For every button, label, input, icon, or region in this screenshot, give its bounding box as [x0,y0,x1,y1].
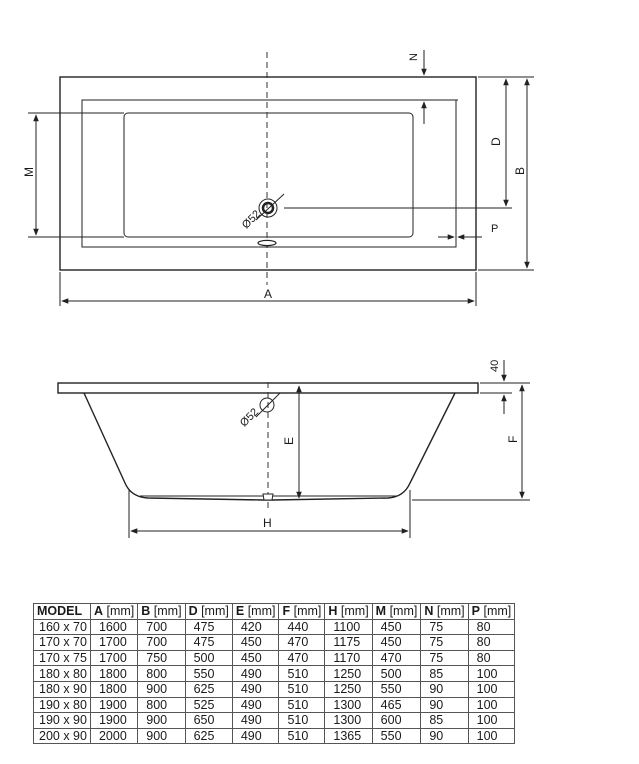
value-cell: 1250 [325,666,372,682]
value-cell: 1365 [325,728,372,744]
value-cell: 1700 [90,650,137,666]
tub-inner-rim [82,100,456,247]
table-row [34,650,515,666]
value-cell: 80 [468,635,515,651]
value-cell: 800 [138,697,185,713]
value-cell: 510 [279,713,325,729]
model-cell: 170 x 70 [34,635,91,651]
value-cell: 510 [279,681,325,697]
column-header-letter: B [141,604,151,619]
value-cell: 510 [279,728,325,744]
value-cell: 85 [421,666,468,682]
model-cell: 180 x 80 [34,666,91,682]
value-cell: 75 [421,619,468,635]
table-row [34,728,515,744]
dim-m-label: M [22,167,36,177]
value-cell: 550 [372,728,421,744]
value-cell: 900 [138,681,185,697]
value-cell: 475 [185,635,232,651]
value-cell: 1600 [90,619,137,635]
column-header [34,604,91,620]
tub-basin-floor [124,113,413,237]
value-cell: 80 [468,650,515,666]
dim-f-label: F [506,435,520,443]
value-cell: 490 [232,697,279,713]
value-cell: 1800 [90,666,137,682]
value-cell: 1100 [325,619,372,635]
value-cell: 450 [232,650,279,666]
waste-outlet-side [263,494,273,500]
column-header [138,604,185,620]
column-header [421,604,468,620]
column-header [90,604,137,620]
value-cell: 700 [138,635,185,651]
dim-b-label: B [513,166,527,175]
column-header-unit: [mm] [201,604,229,619]
table-row [34,635,515,651]
value-cell: 100 [468,697,515,713]
value-cell: 900 [138,713,185,729]
value-cell: 550 [372,681,421,697]
value-cell: 420 [232,619,279,635]
column-header [185,604,232,620]
value-cell: 700 [138,619,185,635]
value-cell: 510 [279,666,325,682]
dim-d-label: D [489,137,503,146]
dim-n-label: N [408,53,420,61]
dim-p-label: P [491,223,499,235]
drain-diameter-label-side: Ø52 [237,406,262,430]
value-cell: 500 [372,666,421,682]
column-header-unit: [mm] [389,604,418,619]
column-header-unit: [mm] [106,604,135,619]
column-header-unit: [mm] [483,604,512,619]
table-row [34,619,515,635]
value-cell: 450 [372,619,421,635]
tub-body-profile [84,393,455,500]
side-view [58,360,530,538]
value-cell: 475 [185,619,232,635]
value-cell: 465 [372,697,421,713]
column-header [232,604,279,620]
value-cell: 500 [185,650,232,666]
dim-e-label: E [282,436,296,445]
column-header-unit: [mm] [153,604,182,619]
value-cell: 1300 [325,697,372,713]
column-header-unit: [mm] [436,604,465,619]
column-header-unit: [mm] [340,604,369,619]
value-cell: 90 [421,681,468,697]
column-header [468,604,515,620]
drain-top [240,194,512,231]
dim-h-label: H [263,516,272,530]
column-header-letter: MODEL [37,604,83,619]
table-row [34,681,515,697]
value-cell: 490 [232,713,279,729]
column-header [372,604,421,620]
dim-40-label: 40 [489,359,501,372]
value-cell: 440 [279,619,325,635]
dim-a-label: A [264,287,273,301]
column-header-letter: H [328,604,338,619]
column-header-letter: A [93,604,103,619]
value-cell: 1175 [325,635,372,651]
value-cell: 1700 [90,635,137,651]
table-row [34,666,515,682]
model-cell: 190 x 80 [34,697,91,713]
column-header-letter: N [424,604,434,619]
value-cell: 490 [232,666,279,682]
value-cell: 470 [372,650,421,666]
column-header-letter: P [471,604,480,619]
value-cell: 625 [185,681,232,697]
value-cell: 490 [232,681,279,697]
value-cell: 100 [468,666,515,682]
value-cell: 1900 [90,713,137,729]
table-row [34,697,515,713]
value-cell: 900 [138,728,185,744]
column-header-unit: [mm] [247,604,276,619]
value-cell: 100 [468,713,515,729]
model-cell: 160 x 70 [34,619,91,635]
value-cell: 490 [232,728,279,744]
column-header [325,604,372,620]
model-cell: 190 x 90 [34,713,91,729]
value-cell: 75 [421,635,468,651]
value-cell: 90 [421,728,468,744]
column-header-unit: [mm] [293,604,322,619]
value-cell: 90 [421,697,468,713]
value-cell: 525 [185,697,232,713]
value-cell: 800 [138,666,185,682]
column-header-letter: F [282,604,291,619]
overflow-top [258,240,276,245]
value-cell: 600 [372,713,421,729]
table-row [34,713,515,729]
value-cell: 100 [468,681,515,697]
value-cell: 510 [279,697,325,713]
value-cell: 450 [372,635,421,651]
column-header-letter: M [375,604,387,619]
table-header-row [34,604,515,620]
value-cell: 1800 [90,681,137,697]
column-header [279,604,325,620]
value-cell: 650 [185,713,232,729]
value-cell: 1170 [325,650,372,666]
dimension-table [33,603,515,744]
value-cell: 1900 [90,697,137,713]
value-cell: 750 [138,650,185,666]
model-cell: 200 x 90 [34,728,91,744]
drain-diameter-label-top: Ø52 [239,208,264,232]
top-view [22,50,534,306]
value-cell: 1250 [325,681,372,697]
column-header-letter: E [235,604,245,619]
model-cell: 180 x 90 [34,681,91,697]
value-cell: 100 [468,728,515,744]
value-cell: 470 [279,650,325,666]
value-cell: 450 [232,635,279,651]
drain-side [238,393,280,429]
value-cell: 625 [185,728,232,744]
value-cell: 85 [421,713,468,729]
value-cell: 550 [185,666,232,682]
value-cell: 1300 [325,713,372,729]
value-cell: 2000 [90,728,137,744]
value-cell: 470 [279,635,325,651]
model-cell: 170 x 75 [34,650,91,666]
value-cell: 80 [468,619,515,635]
value-cell: 75 [421,650,468,666]
column-header-letter: D [188,604,198,619]
